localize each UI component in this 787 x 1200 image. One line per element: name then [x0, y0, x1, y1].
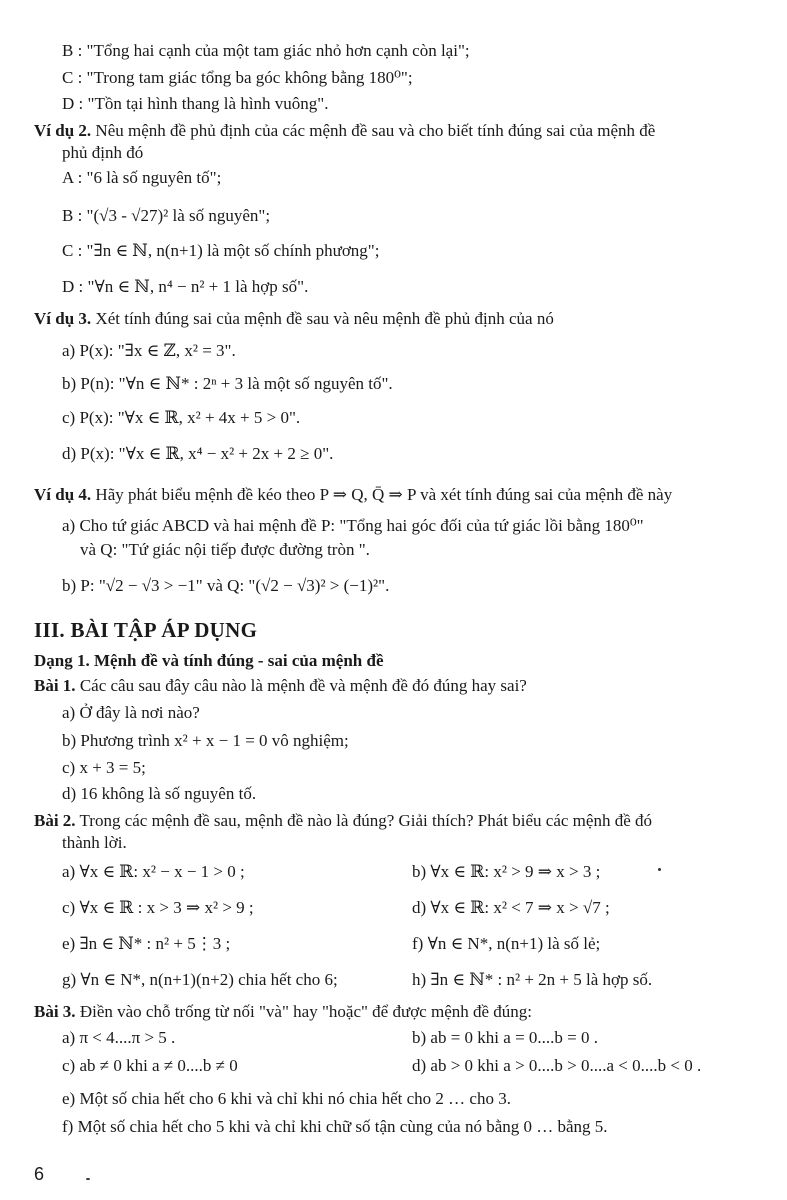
- exercise-2-item-g: g) ∀n ∈ N*, n(n+1)(n+2) chia hết cho 6;: [62, 970, 338, 989]
- exercise-3-heading: [34, 1001, 532, 1023]
- example-4-text: Hãy phát biểu mệnh đề kéo theo P ⇒ Q, Q̄ ⇒ P và xét tính đúng sai của mệnh đề này: [95, 485, 673, 504]
- example-2-text-cont: phủ định đó: [62, 143, 144, 162]
- exercise-3-item-b: b) ab = 0 khi a = 0....b = 0 .: [412, 1028, 598, 1047]
- exercise-1-heading: [34, 675, 527, 697]
- example-3-item-b: b) P(n): "∀n ∈ ℕ* : 2ⁿ + 3 là một số nguyên tố".: [62, 374, 393, 393]
- example-4-heading: [34, 484, 672, 506]
- exercise-2-item-f: f) ∀n ∈ N*, n(n+1) là số lẻ;: [412, 934, 601, 953]
- exercise-3-item-c: c) ab ≠ 0 khi a ≠ 0....b ≠ 0: [62, 1056, 238, 1075]
- exercise-2-item-e: e) ∃n ∈ ℕ* : n² + 5⋮3 ;: [62, 934, 231, 953]
- example-2-label: Ví dụ 2.: [34, 121, 92, 140]
- exercise-3-item-e: e) Một số chia hết cho 6 khi và chỉ khi nó chia hết cho 2 … cho 3.: [62, 1089, 511, 1108]
- statement-d: D : "Tồn tại hình thang là hình vuông".: [62, 94, 329, 113]
- statement-b: B : "Tổng hai cạnh của một tam giác nhỏ hơn cạnh còn lại";: [62, 41, 470, 60]
- exercise-1-item-c: c) x + 3 = 5;: [62, 758, 146, 777]
- example-3-item-c: c) P(x): "∀x ∈ ℝ, x² + 4x + 5 > 0".: [62, 408, 301, 427]
- statement-c: C : "Trong tam giác tổng ba góc không bằng 180⁰";: [62, 68, 413, 87]
- exercise-2-text-cont: thành lời.: [62, 833, 127, 852]
- exercise-1-item-d: d) 16 không là số nguyên tố.: [62, 784, 257, 803]
- exercise-2-label: Bài 2.: [34, 811, 76, 830]
- exercise-3-text: Điền vào chỗ trống từ nối "và" hay "hoặc" để được mệnh đề đúng:: [79, 1002, 533, 1021]
- exercise-2-text: Trong các mệnh đề sau, mệnh đề nào là đúng? Giải thích? Phát biểu các mệnh đề đó: [79, 811, 652, 830]
- exercise-1-label: Bài 1.: [34, 676, 76, 695]
- example-4-item-b: b) P: "√2 − √3 > −1" và Q: "(√2 − √3)² > (−1)²".: [62, 576, 390, 595]
- exercise-2-item-d: d) ∀x ∈ ℝ: x² < 7 ⇒ x > √7 ;: [412, 898, 610, 917]
- footer-mark: [86, 1178, 90, 1180]
- example-3-item-a: a) P(x): "∃x ∈ ℤ, x² = 3".: [62, 341, 236, 360]
- example-3-text: Xét tính đúng sai của mệnh đề sau và nêu mệnh đề phủ định của nó: [95, 309, 554, 328]
- stray-mark: [658, 868, 661, 871]
- exercise-3-item-f: f) Một số chia hết cho 5 khi và chỉ khi chữ số tận cùng của nó bằng 0 … bằng 5.: [62, 1117, 608, 1136]
- exercise-2-item-a: a) ∀x ∈ ℝ: x² − x − 1 > 0 ;: [62, 862, 245, 881]
- exercise-3-label: Bài 3.: [34, 1002, 76, 1021]
- example-2-item-d: D : "∀n ∈ ℕ, n⁴ − n² + 1 là hợp số".: [62, 277, 309, 296]
- exercise-1-text: Các câu sau đây câu nào là mệnh đề và mệnh đề đó đúng hay sai?: [79, 676, 527, 695]
- example-4-label: Ví dụ 4.: [34, 485, 92, 504]
- exercise-2-item-c: c) ∀x ∈ ℝ : x > 3 ⇒ x² > 9 ;: [62, 898, 254, 917]
- exercise-1-item-a: a) Ở đây là nơi nào?: [62, 703, 200, 722]
- example-2-item-a: A : "6 là số nguyên tố";: [62, 168, 222, 187]
- page-number: 6: [34, 1164, 45, 1184]
- example-3-item-d: d) P(x): "∀x ∈ ℝ, x⁴ − x² + 2x + 2 ≥ 0".: [62, 444, 334, 463]
- section-title: III. BÀI TẬP ÁP DỤNG: [34, 618, 258, 642]
- example-4-item-a-cont: và Q: "Tứ giác nội tiếp được đường tròn ".: [80, 540, 370, 559]
- example-4-item-a: a) Cho tứ giác ABCD và hai mệnh đề P: "Tổng hai góc đối của tứ giác lồi bằng 180⁰": [62, 516, 644, 535]
- example-2-text: Nêu mệnh đề phủ định của các mệnh đề sau và cho biết tính đúng sai của mệnh đề: [95, 121, 656, 140]
- example-3-label: Ví dụ 3.: [34, 309, 92, 328]
- exercise-2-item-b: b) ∀x ∈ ℝ: x² > 9 ⇒ x > 3 ;: [412, 862, 601, 881]
- exercise-2-item-h: h) ∃n ∈ ℕ* : n² + 2n + 5 là hợp số.: [412, 970, 653, 989]
- exercise-3-item-a: a) π < 4....π > 5 .: [62, 1028, 176, 1047]
- example-2-item-b: B : "(√3 - √27)² là số nguyên";: [62, 206, 271, 225]
- exercise-2-heading: [34, 810, 652, 832]
- type-1-heading: Dạng 1. Mệnh đề và tính đúng - sai của mệnh đề: [34, 651, 384, 670]
- exercise-3-item-d: d) ab > 0 khi a > 0....b > 0....a < 0....b < 0 .: [412, 1056, 702, 1075]
- example-2-heading: [34, 120, 655, 142]
- exercise-1-item-b: b) Phương trình x² + x − 1 = 0 vô nghiệm;: [62, 731, 349, 750]
- example-3-heading: [34, 308, 554, 330]
- example-2-item-c: C : "∃n ∈ ℕ, n(n+1) là một số chính phương";: [62, 241, 380, 260]
